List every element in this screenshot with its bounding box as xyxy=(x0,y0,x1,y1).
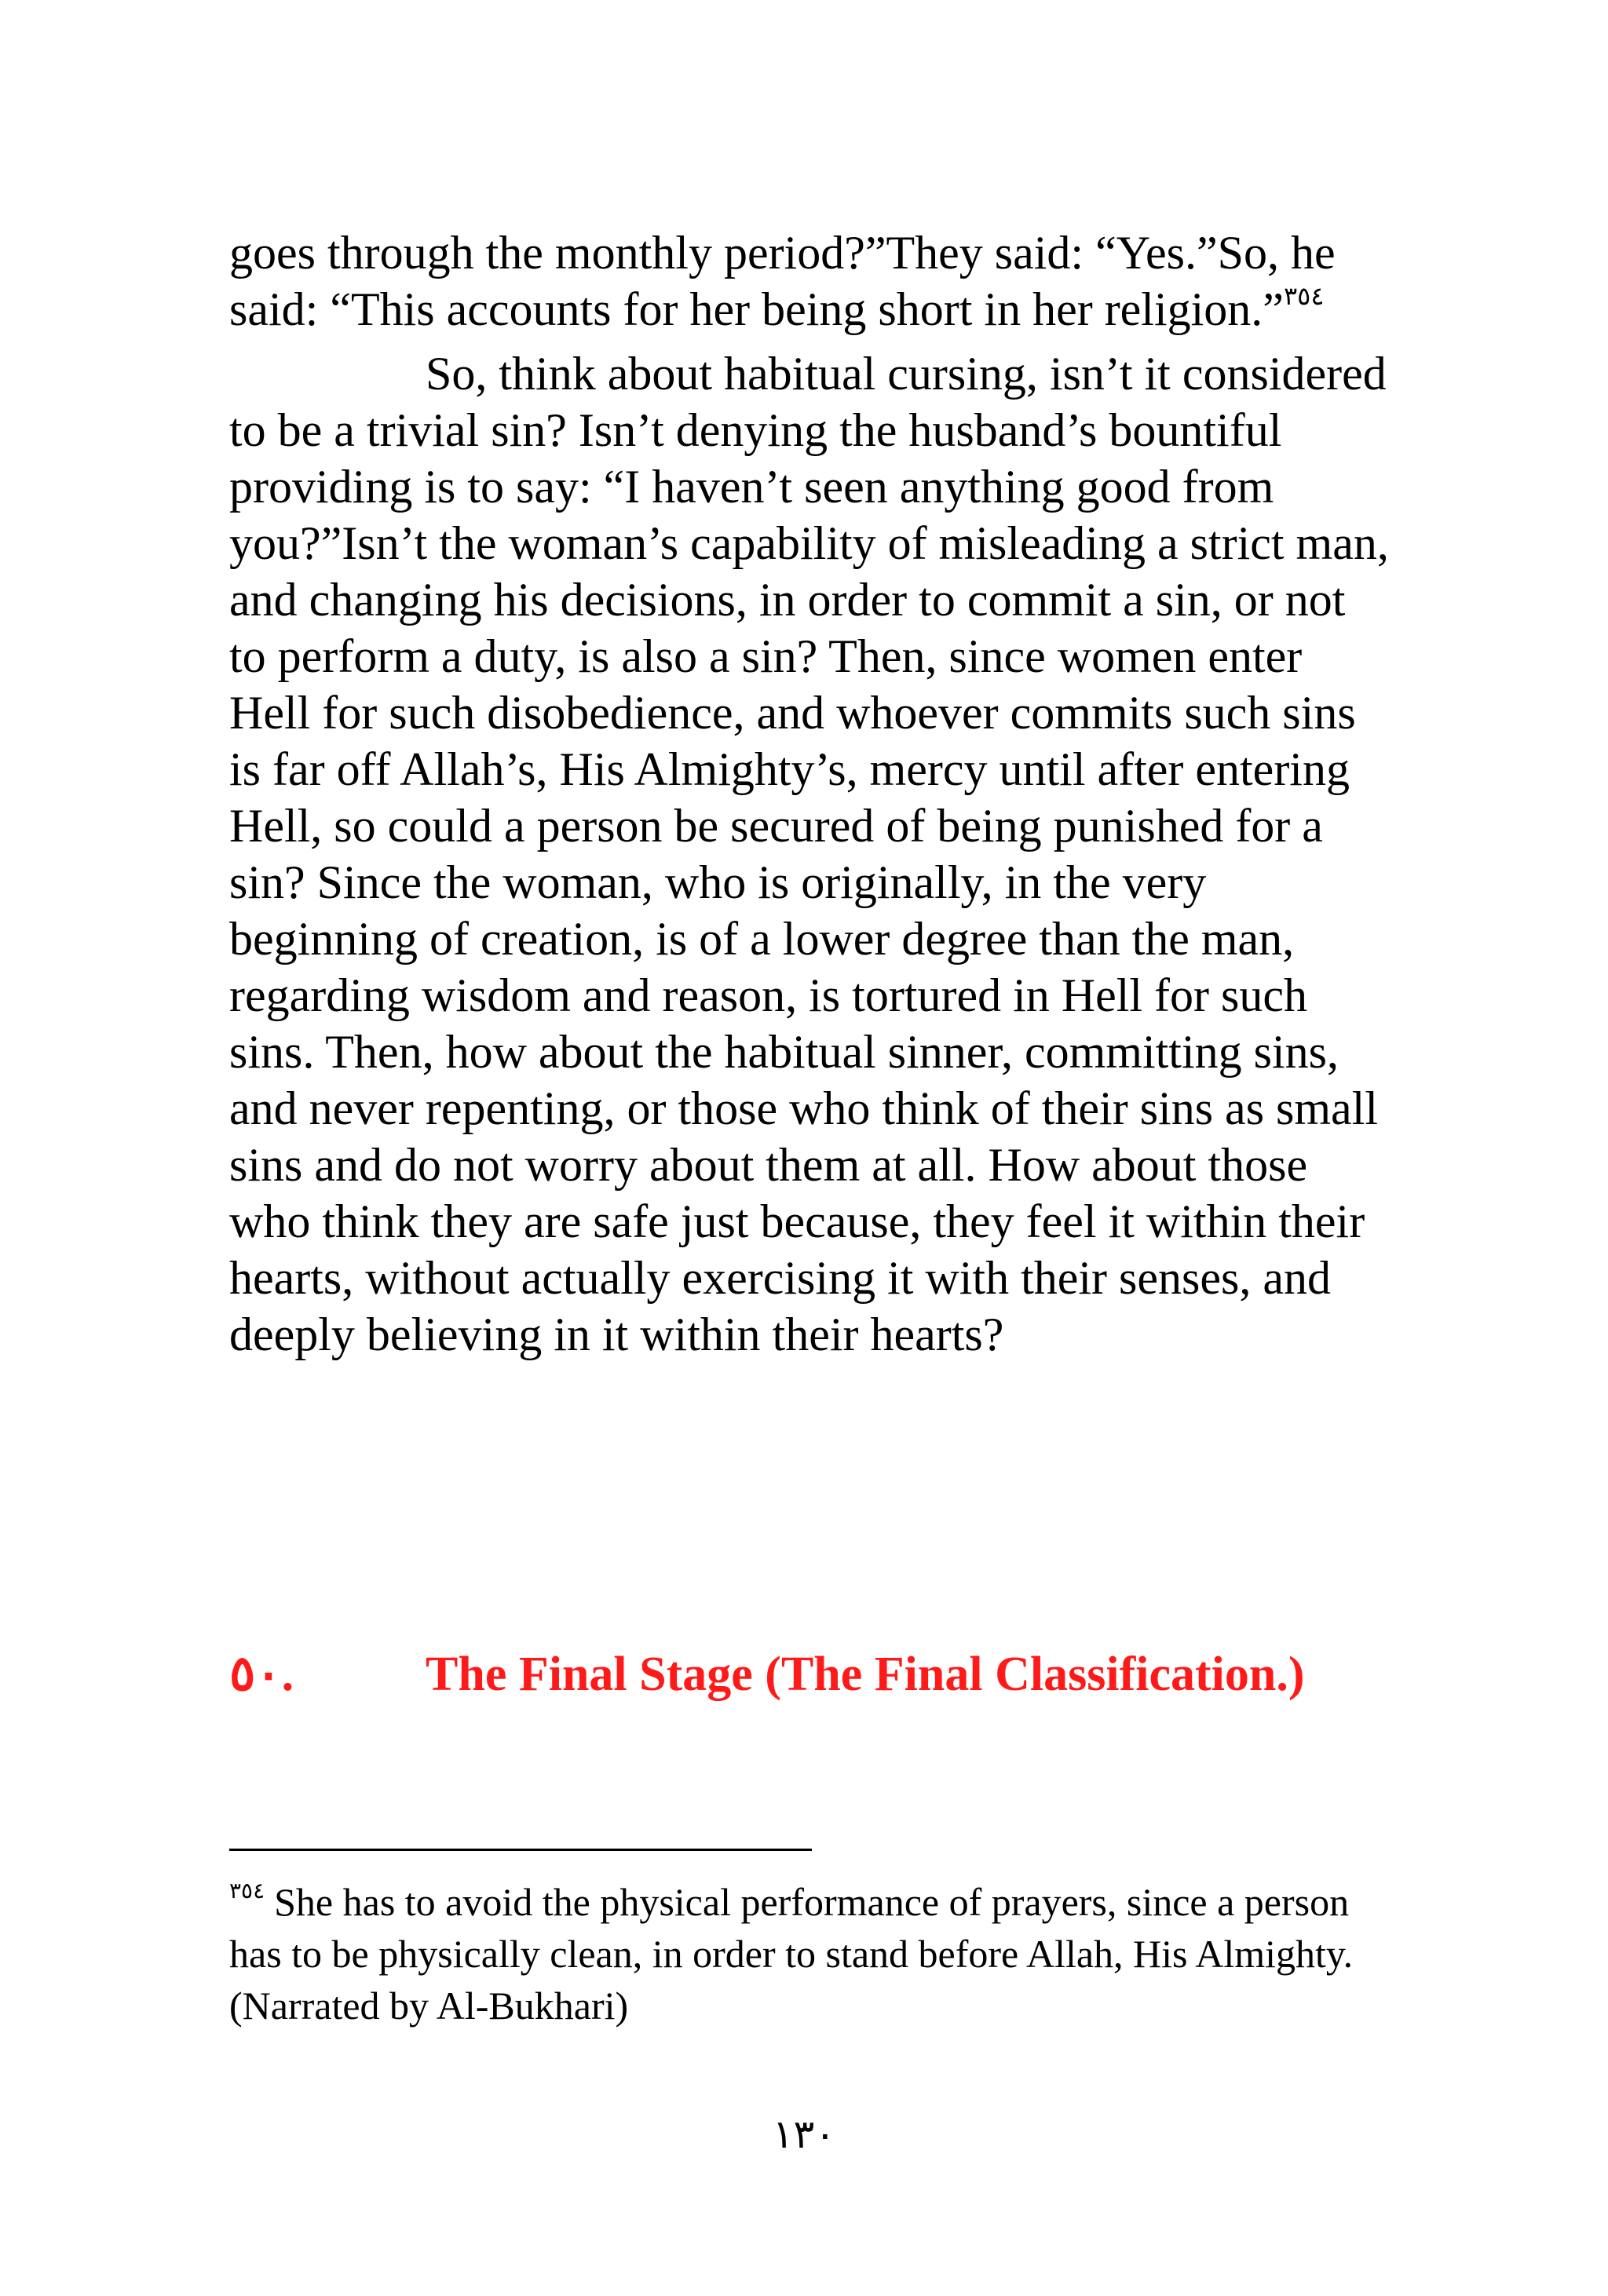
page-number: ١٣٠ xyxy=(772,2112,836,2156)
section-title: The Final Stage (The Final Classification.) xyxy=(426,1648,1305,1701)
section-heading xyxy=(229,1644,1391,1703)
footnote-divider xyxy=(229,1849,812,1851)
paragraph-continued xyxy=(229,224,1391,338)
footnote-text: She has to avoid the physical performance of prayers, since a person has to be physically clean, in order to stand before Allah, His Almighty. (Narrated by Al-Bukhari) xyxy=(229,1880,1354,2028)
footnote-marker: ٣٥٤ xyxy=(229,1879,265,1904)
footnote-reference[interactable]: ٣٥٤ xyxy=(1283,282,1325,310)
body-text xyxy=(229,224,1391,1363)
section-number: ٥٠. xyxy=(229,1648,294,1701)
footnote xyxy=(229,1876,1391,2031)
paragraph-text: goes through the monthly period?”They said: “Yes.”So, he said: “This accounts for her being short in her religion.” xyxy=(229,227,1336,335)
paragraph-habitual-cursing: So, think about habitual cursing, isn’t it considered to be a trivial sin? Isn’t denying the husband’s bountiful providing is to say: “I haven’t seen anything good from you?”Isn’t the woman’s capability of misleading a strict man, and changing his decisions, in order to commit a sin, or not to perform a duty, is also a sin? Then, since women enter Hell for such disobedience, and whoever commits such sins is far off Allah’s, His Almighty’s, mercy until after entering Hell, so could a person be secured of being punished for a sin? Since the woman, who is originally, in the very beginning of creation, is of a lower degree than the man, regarding wisdom and reason, is tortured in Hell for such sins. Then, how about the habitual sinner, committing sins, and never repenting, or those who think of their sins as small sins and do not worry about them at all. How about those who think they are safe just because, they feel it within their hearts, without actually exercising it with their senses, and deeply believing in it within their hearts? xyxy=(229,348,1389,1360)
